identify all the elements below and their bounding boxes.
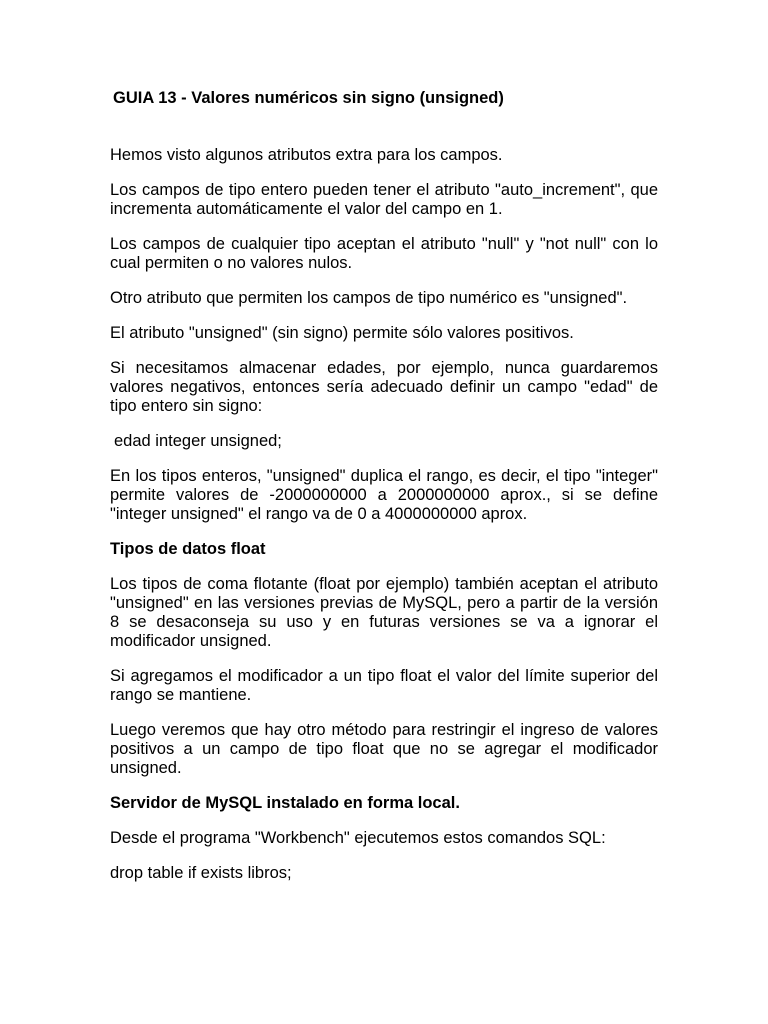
paragraph-null: Los campos de cualquier tipo aceptan el atributo "null" y "not null" con lo cual permiten o no valores nulos.	[110, 235, 658, 272]
paragraph-auto-increment: Los campos de tipo entero pueden tener el atributo "auto_increment", que incrementa automáticamente el valor del campo en 1.	[110, 181, 658, 218]
paragraph-unsigned-positive: El atributo "unsigned" (sin signo) permite sólo valores positivos.	[110, 324, 574, 342]
paragraph-intro: Hemos visto algunos atributos extra para los campos.	[110, 146, 503, 164]
heading-local-server: Servidor de MySQL instalado en forma local.	[110, 794, 460, 812]
paragraph-unsigned-attribute: Otro atributo que permiten los campos de tipo numérico es "unsigned".	[110, 289, 628, 307]
paragraph-restrict-method: Luego veremos que hay otro método para restringir el ingreso de valores positivos a un campo de tipo float que no se agregar el modificador unsigned.	[110, 721, 658, 777]
paragraph-edad-example: Si necesitamos almacenar edades, por ejemplo, nunca guardaremos valores negativos, entonces sería adecuado definir un campo "edad" de tipo entero sin signo:	[110, 359, 658, 415]
heading-float-types: Tipos de datos float	[110, 540, 266, 558]
paragraph-integer-range: En los tipos enteros, "unsigned" duplica el rango, es decir, el tipo "integer" permite valores de -2000000000 a 2000000000 aprox., si se define "integer unsigned" el rango va de 0 a 4000000000 aprox.	[110, 467, 658, 523]
paragraph-float-limit: Si agregamos el modificador a un tipo float el valor del límite superior del rango se mantiene.	[110, 667, 658, 704]
document-title: GUIA 13 - Valores numéricos sin signo (unsigned)	[113, 89, 504, 107]
code-drop-table: drop table if exists libros;	[110, 864, 292, 882]
document-body	[110, 146, 658, 899]
code-edad-integer: edad integer unsigned;	[114, 432, 282, 450]
paragraph-float-unsigned: Los tipos de coma flotante (float por ejemplo) también aceptan el atributo "unsigned" en las versiones previas de MySQL, pero a partir de la versión 8 se desaconseja su uso y en futuras versiones se va a ignorar el modificador unsigned.	[110, 575, 658, 650]
paragraph-workbench: Desde el programa "Workbench" ejecutemos estos comandos SQL:	[110, 829, 606, 847]
